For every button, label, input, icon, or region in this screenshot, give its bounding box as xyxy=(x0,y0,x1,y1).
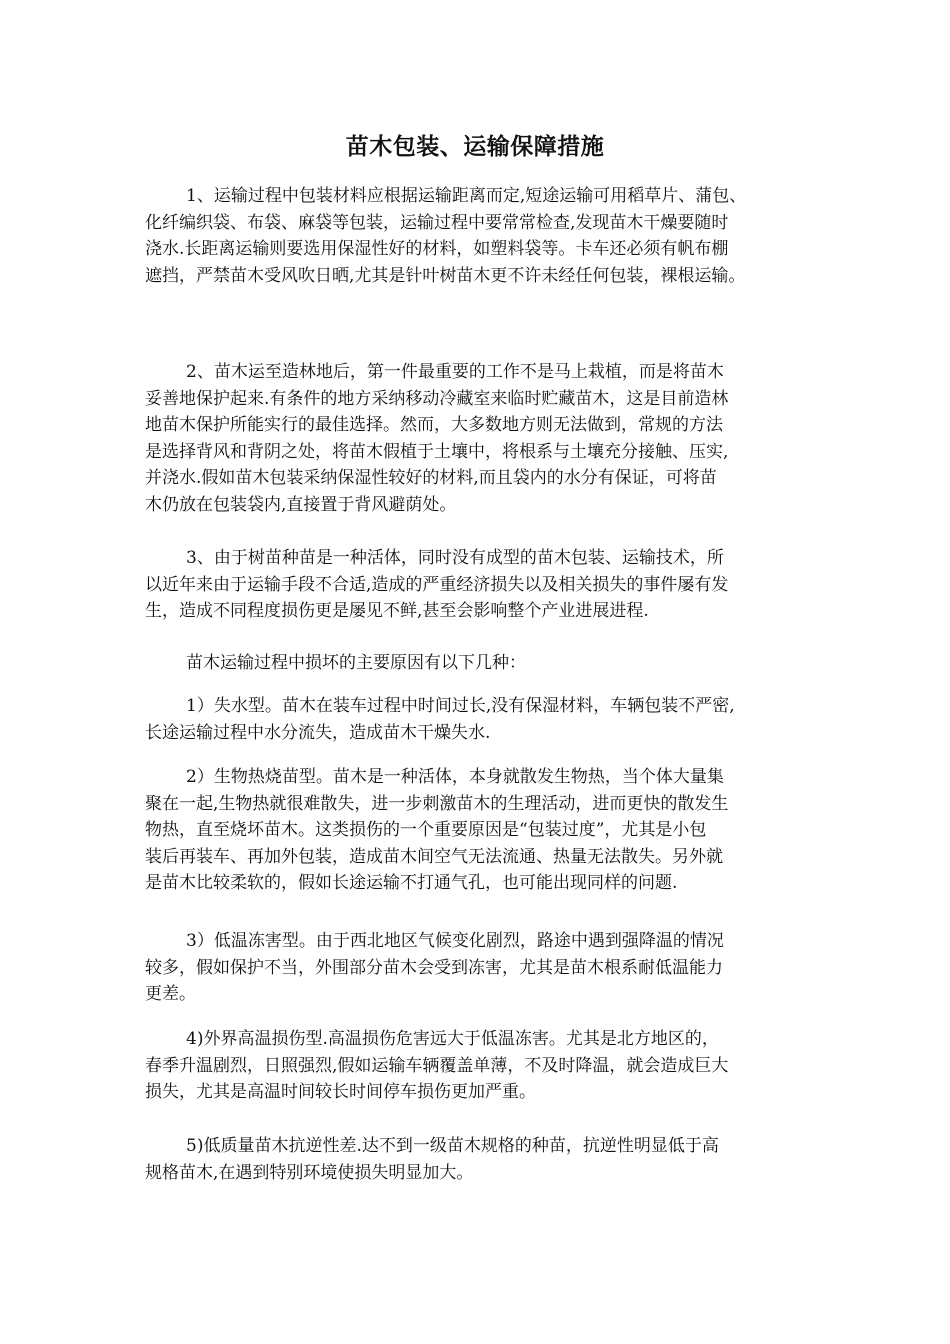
paragraph-line: 是选择背风和背阴之处，将苗木假植于土壤中，将根系与土壤充分接触、压实, xyxy=(145,441,729,462)
paragraph-packaging-materials xyxy=(145,183,825,289)
paragraph-line: 2）生物热烧苗型。苗木是一种活体，本身就散发生物热，当个体大量集 xyxy=(186,767,724,787)
paragraph-low-quality-type xyxy=(145,1133,825,1186)
paragraph-biological-heat-type xyxy=(145,764,825,897)
paragraph-damage-causes-intro xyxy=(145,650,825,677)
paragraph-line: 木仍放在包装袋内,直接置于背风避荫处。 xyxy=(145,494,457,515)
paragraph-line: 装后再装车、再加外包装，造成苗木间空气无法流通、热量无法散失。另外就 xyxy=(145,846,723,867)
paragraph-line: 长途运输过程中水分流失，造成苗木干燥失水. xyxy=(145,722,491,743)
paragraph-line: 地苗木保护所能实行的最佳选择。然而，大多数地方则无法做到，常规的方法 xyxy=(145,415,723,436)
paragraph-line: 更差。 xyxy=(145,984,196,1005)
paragraph-line: 3）低温冻害型。由于西北地区气候变化剧烈，路途中遇到强降温的情况 xyxy=(186,931,724,951)
paragraph-line: 是苗木比较柔软的，假如长途运输不打通气孔，也可能出现同样的问题. xyxy=(145,873,678,894)
paragraph-line: 损失，尤其是高温时间较长时间停车损伤更加严重。 xyxy=(145,1082,536,1103)
paragraph-line: 苗木运输过程中损坏的主要原因有以下几种： xyxy=(186,653,526,673)
paragraph-low-temperature-type xyxy=(145,928,825,1008)
paragraph-line: 化纤编织袋、布袋、麻袋等包装，运输过程中要常常检查,发现苗木干燥要随时 xyxy=(145,212,729,233)
paragraph-line: 春季升温剧烈，日照强烈,假如运输车辆覆盖单薄，不及时降温，就会造成巨大 xyxy=(145,1055,729,1076)
paragraph-line: 4)外界高温损伤型.高温损伤危害远大于低温冻害。尤其是北方地区的， xyxy=(186,1029,719,1049)
paragraph-line: 妥善地保护起来.有条件的地方采纳移动冷藏室来临时贮藏苗木，这是目前造林 xyxy=(145,388,729,409)
paragraph-water-loss-type xyxy=(145,693,825,746)
paragraph-line: 浇水.长距离运输则要选用保湿性好的材料，如塑料袋等。卡车还必须有帆布棚 xyxy=(145,239,729,260)
paragraph-arrival-storage xyxy=(145,359,825,519)
paragraph-line: 并浇水.假如苗木包装采纳保湿性较好的材料,而且袋内的水分有保证，可将苗 xyxy=(145,468,717,489)
paragraph-line: 聚在一起,生物热就很难散失，进一步刺激苗木的生理活动，进而更快的散发生 xyxy=(145,793,729,814)
paragraph-line: 2、苗木运至造林地后，第一件最重要的工作不是马上栽植，而是将苗木 xyxy=(186,362,724,382)
paragraph-line: 规格苗木,在遇到特别环境使损失明显加大。 xyxy=(145,1162,474,1183)
document-title: 苗木包装、运输保障措施 xyxy=(345,134,605,160)
paragraph-line: 遮挡，严禁苗木受风吹日晒,尤其是针叶树苗木更不许未经任何包装，裸根运输。 xyxy=(145,265,746,286)
paragraph-line: 1）失水型。苗木在装车过程中时间过长,没有保湿材料，车辆包装不严密, xyxy=(186,696,735,716)
paragraph-line: 物热，直至烧坏苗木。这类损伤的一个重要原因是“包装过度”，尤其是小包 xyxy=(145,820,707,841)
paragraph-line: 生，造成不同程度损伤更是屡见不鲜,甚至会影响整个产业进展进程. xyxy=(145,601,649,622)
paragraph-transport-losses xyxy=(145,545,825,625)
paragraph-line: 较多，假如保护不当，外围部分苗木会受到冻害，尤其是苗木根系耐低温能力 xyxy=(145,957,723,978)
paragraph-line: 1、运输过程中包装材料应根据运输距离而定,短途运输可用稻草片、蒲包、 xyxy=(186,186,747,206)
paragraph-line: 3、由于树苗种苗是一种活体，同时没有成型的苗木包装、运输技术，所 xyxy=(186,548,724,568)
paragraph-line: 5)低质量苗木抗逆性差.达不到一级苗木规格的种苗，抗逆性明显低于高 xyxy=(186,1136,719,1156)
paragraph-high-temperature-type xyxy=(145,1026,825,1106)
paragraph-line: 以近年来由于运输手段不合适,造成的严重经济损失以及相关损失的事件屡有发 xyxy=(145,574,729,595)
